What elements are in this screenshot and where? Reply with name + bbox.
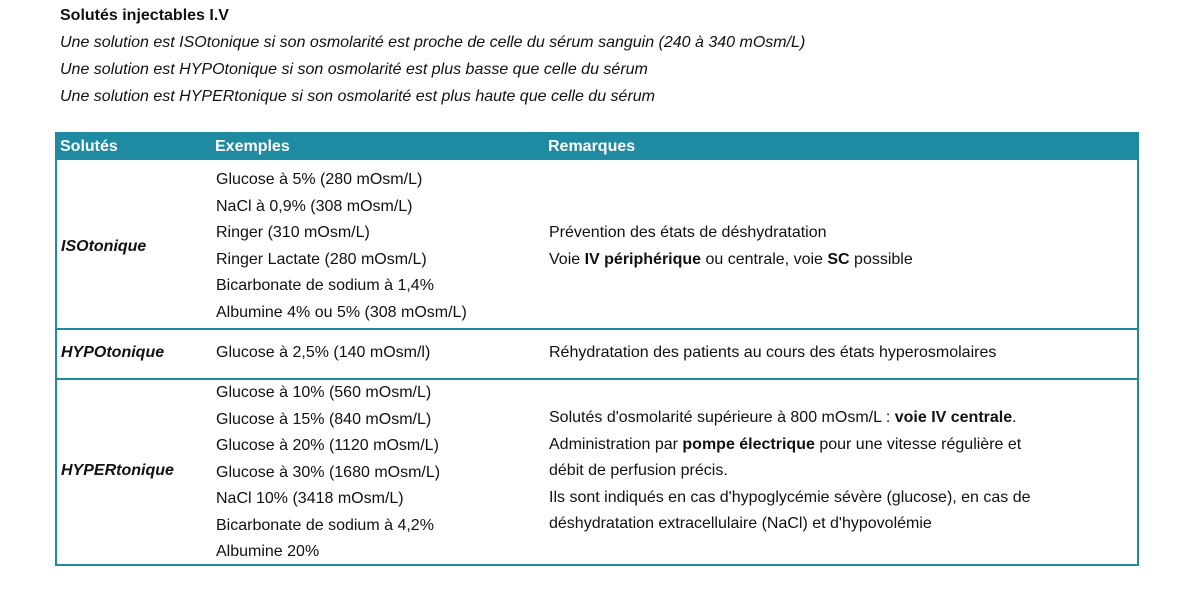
remark-line: Prévention des états de déshydratation xyxy=(549,224,827,241)
remark-text: Administration par xyxy=(549,435,683,453)
example-item: Albumine 4% ou 5% (308 mOsm/L) xyxy=(216,303,467,321)
example-item: Bicarbonate de sodium à 1,4% xyxy=(216,277,434,294)
table-header xyxy=(55,132,1139,160)
remark-text: . xyxy=(1012,409,1017,426)
example-item: Glucose à 5% (280 mOsm/L) xyxy=(216,171,423,188)
remark-line: débit de perfusion précis. xyxy=(549,462,728,479)
examples-cell xyxy=(216,340,430,367)
table-row-hypertonique xyxy=(57,380,1137,564)
example-item: Bicarbonate de sodium à 4,2% xyxy=(216,516,434,534)
example-item: Glucose à 30% (1680 mOsm/L) xyxy=(216,463,441,481)
remark-text: Voie xyxy=(549,250,585,268)
remark-bold: voie IV centrale xyxy=(894,409,1013,426)
remark-text: possible xyxy=(849,250,913,268)
remark-bold: IV périphérique xyxy=(584,250,702,268)
example-item: Glucose à 10% (560 mOsm/L) xyxy=(216,384,432,401)
remark-line xyxy=(549,405,1031,432)
remark-bold: SC xyxy=(827,250,850,268)
example-item: NaCl 10% (3418 mOsm/L) xyxy=(216,490,404,507)
remark-bold: pompe électrique xyxy=(682,435,815,453)
remark-line: Réhydratation des patients au cours des états hyperosmolaires xyxy=(549,344,997,361)
header-solutes: Solutés xyxy=(60,138,118,155)
table-row-isotonique xyxy=(57,160,1137,330)
example-item: Glucose à 2,5% (140 mOsm/l) xyxy=(216,344,431,361)
remark-line xyxy=(549,432,1031,459)
examples-cell xyxy=(216,380,440,566)
example-item: NaCl à 0,9% (308 mOsm/L) xyxy=(216,197,413,215)
header-remarques: Remarques xyxy=(548,138,636,155)
page-title: Solutés injectables I.V xyxy=(60,7,229,24)
header-exemples: Exemples xyxy=(215,138,290,155)
remarks-cell xyxy=(549,340,996,367)
remark-line: Ils sont indiqués en cas d'hypoglycémie sévère (glucose), en cas de xyxy=(549,488,1031,506)
remarks-cell xyxy=(549,405,1031,538)
solute-type: HYPOtonique xyxy=(61,344,165,361)
table-row-hypotonique xyxy=(57,330,1137,380)
intro-line-isotonic: Une solution est ISOtonique si son osmolarité est proche de celle du sérum sanguin (240 à 340 mOsm/L) xyxy=(60,34,806,51)
example-item: Glucose à 20% (1120 mOsm/L) xyxy=(216,437,439,454)
intro-line-hypertonic: Une solution est HYPERtonique si son osmolarité est plus haute que celle du sérum xyxy=(60,88,655,105)
solute-type: HYPERtonique xyxy=(61,462,174,479)
solutes-table xyxy=(55,132,1139,566)
remark-text: ou centrale, voie xyxy=(701,250,828,268)
remark-line: déshydratation extracellulaire (NaCl) et d'hypovolémie xyxy=(549,515,932,532)
intro-line-hypotonic: Une solution est HYPOtonique si son osmolarité est plus basse que celle du sérum xyxy=(60,61,648,78)
example-item: Glucose à 15% (840 mOsm/L) xyxy=(216,410,432,428)
example-item: Albumine 20% xyxy=(216,543,320,560)
example-item: Ringer (310 mOsm/L) xyxy=(216,224,370,241)
example-item: Ringer Lactate (280 mOsm/L) xyxy=(216,250,427,268)
remarks-cell xyxy=(549,220,913,273)
remark-line xyxy=(549,247,913,274)
remark-text: pour une vitesse régulière et xyxy=(814,435,1022,453)
examples-cell xyxy=(216,167,467,326)
remark-text: Solutés d'osmolarité supérieure à 800 mOsm/L : xyxy=(549,409,895,426)
solute-type: ISOtonique xyxy=(61,238,147,255)
